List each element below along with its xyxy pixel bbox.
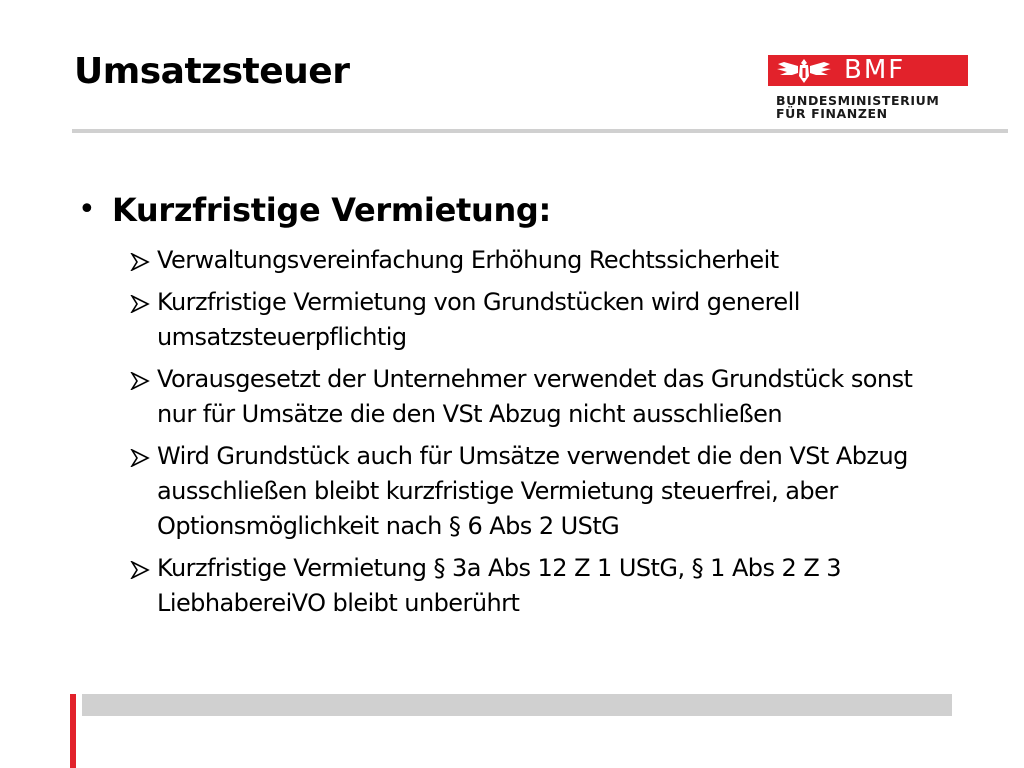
footer-red-accent [70, 694, 76, 768]
list-item [130, 551, 950, 621]
list-item [130, 243, 950, 278]
list-item [130, 362, 950, 432]
arrow-bullet-icon [130, 449, 150, 467]
footer-gray-bar [82, 694, 952, 716]
bullet-list [130, 243, 950, 628]
arrow-bullet-icon [130, 253, 150, 271]
section-heading: Kurzfristige Vermietung: [112, 191, 552, 229]
list-item-text: Kurzfristige Vermietung § 3a Abs 12 Z 1 UStG, § 1 Abs 2 Z 3 LiebhabereiVO bleibt unberührt [157, 554, 842, 617]
eagle-emblem-icon [774, 56, 834, 85]
slide-title: Umsatzsteuer [74, 51, 350, 92]
list-item [130, 285, 950, 355]
title-divider [72, 129, 1008, 133]
list-item-text: Vorausgesetzt der Unternehmer verwendet das Grundstück sonst nur für Umsätze die den VSt Abzug nicht ausschließen [157, 365, 913, 428]
list-item [130, 439, 950, 544]
logo-red-bar [768, 55, 968, 86]
list-item-text: Verwaltungsvereinfachung Erhöhung Rechtssicherheit [157, 246, 779, 274]
heading-bullet: • [78, 192, 96, 227]
logo-text-line-1: BUNDESMINISTERIUM [776, 93, 940, 108]
list-item-text: Wird Grundstück auch für Umsätze verwendet die den VSt Abzug ausschließen bleibt kurzfristige Vermietung steuerfrei, aber Optionsmöglichkeit nach § 6 Abs 2 UStG [157, 442, 908, 540]
arrow-bullet-icon [130, 561, 150, 579]
arrow-bullet-icon [130, 295, 150, 313]
list-item-text: Kurzfristige Vermietung von Grundstücken wird generell umsatzsteuerpflichtig [157, 288, 800, 351]
logo-text-line-2: FÜR FINANZEN [776, 106, 888, 121]
logo-abbreviation: BMF [844, 55, 906, 85]
arrow-bullet-icon [130, 372, 150, 390]
bmf-logo [768, 55, 968, 125]
